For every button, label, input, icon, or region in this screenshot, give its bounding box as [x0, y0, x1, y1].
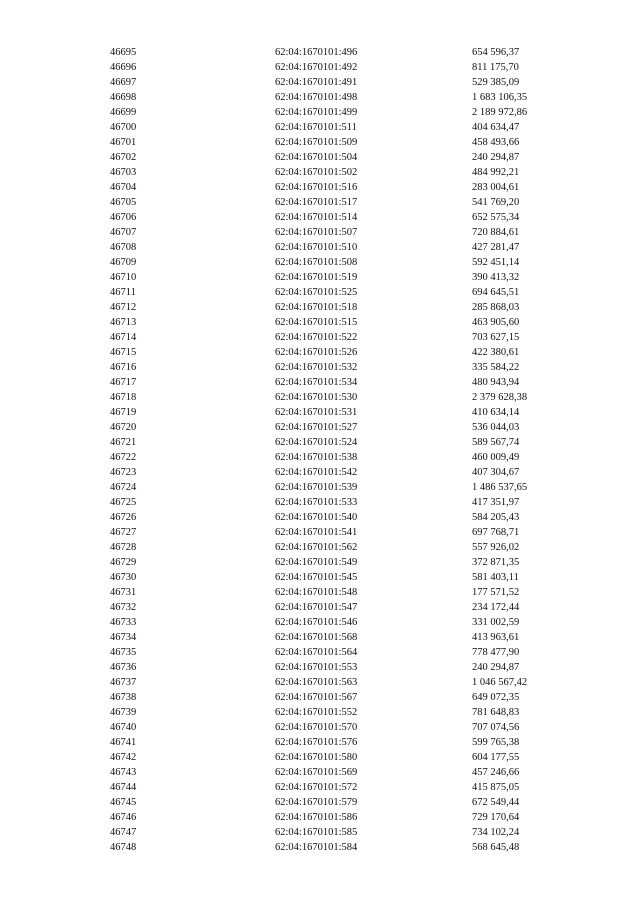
- table-row: [110, 720, 580, 735]
- cadastral-value: 811 175,70: [472, 62, 519, 73]
- cadastral-value: 729 170,64: [472, 812, 520, 823]
- row-number: 46711: [110, 287, 136, 298]
- table-row: [110, 135, 580, 150]
- cadastral-value: 410 634,14: [472, 407, 520, 418]
- cadastral-number: 62:04:1670101:498: [275, 92, 358, 103]
- table-row: [110, 750, 580, 765]
- table-row: [110, 420, 580, 435]
- table-row: [110, 225, 580, 240]
- cadastral-value: 720 884,61: [472, 227, 520, 238]
- row-number: 46695: [110, 47, 137, 58]
- cadastral-number: 62:04:1670101:570: [275, 722, 358, 733]
- row-number: 46723: [110, 467, 137, 478]
- table-row: [110, 105, 580, 120]
- cadastral-value: 604 177,55: [472, 752, 520, 763]
- cadastral-number: 62:04:1670101:541: [275, 527, 358, 538]
- table-row: [110, 375, 580, 390]
- table-row: [110, 555, 580, 570]
- row-number: 46700: [110, 122, 137, 133]
- table-row: [110, 150, 580, 165]
- row-number: 46712: [110, 302, 137, 313]
- row-number: 46710: [110, 272, 137, 283]
- cadastral-number: 62:04:1670101:533: [275, 497, 358, 508]
- row-number: 46697: [110, 77, 137, 88]
- cadastral-number: 62:04:1670101:564: [275, 647, 358, 658]
- table-row: [110, 765, 580, 780]
- cadastral-value: 589 567,74: [472, 437, 520, 448]
- row-number: 46724: [110, 482, 137, 493]
- cadastral-number: 62:04:1670101:538: [275, 452, 358, 463]
- cadastral-number: 62:04:1670101:519: [275, 272, 358, 283]
- row-number: 46699: [110, 107, 137, 118]
- cadastral-number: 62:04:1670101:584: [275, 842, 358, 853]
- cadastral-number: 62:04:1670101:516: [275, 182, 358, 193]
- cadastral-number: 62:04:1670101:548: [275, 587, 358, 598]
- table-row: [110, 435, 580, 450]
- cadastral-value: 529 385,09: [472, 77, 520, 88]
- cadastral-value: 703 627,15: [472, 332, 520, 343]
- row-number: 46709: [110, 257, 137, 268]
- cadastral-value: 480 943,94: [472, 377, 520, 388]
- table-row: [110, 615, 580, 630]
- table-row: [110, 600, 580, 615]
- row-number: 46747: [110, 827, 137, 838]
- cadastral-value: 285 868,03: [472, 302, 520, 313]
- row-number: 46725: [110, 497, 137, 508]
- cadastral-number: 62:04:1670101:492: [275, 62, 358, 73]
- row-number: 46738: [110, 692, 137, 703]
- row-number: 46727: [110, 527, 137, 538]
- row-number: 46728: [110, 542, 137, 553]
- table-row: [110, 480, 580, 495]
- cadastral-value: 654 596,37: [472, 47, 520, 58]
- row-number: 46745: [110, 797, 137, 808]
- cadastral-number: 62:04:1670101:539: [275, 482, 358, 493]
- table-row: [110, 285, 580, 300]
- cadastral-number: 62:04:1670101:531: [275, 407, 358, 418]
- cadastral-number: 62:04:1670101:567: [275, 692, 358, 703]
- row-number: 46719: [110, 407, 137, 418]
- row-number: 46708: [110, 242, 137, 253]
- cadastral-number: 62:04:1670101:518: [275, 302, 358, 313]
- cadastral-value: 234 172,44: [472, 602, 520, 613]
- row-number: 46744: [110, 782, 137, 793]
- row-number: 46721: [110, 437, 137, 448]
- row-number: 46748: [110, 842, 137, 853]
- cadastral-value: 1 046 567,42: [472, 677, 528, 688]
- cadastral-value: 672 549,44: [472, 797, 520, 808]
- cadastral-number: 62:04:1670101:499: [275, 107, 358, 118]
- row-number: 46734: [110, 632, 137, 643]
- cadastral-number: 62:04:1670101:508: [275, 257, 358, 268]
- table-row: [110, 60, 580, 75]
- table-row: [110, 345, 580, 360]
- cadastral-number: 62:04:1670101:509: [275, 137, 358, 148]
- cadastral-value: 694 645,51: [472, 287, 520, 298]
- cadastral-number: 62:04:1670101:496: [275, 47, 358, 58]
- table-row: [110, 120, 580, 135]
- row-number: 46717: [110, 377, 137, 388]
- cadastral-number: 62:04:1670101:547: [275, 602, 358, 613]
- cadastral-number: 62:04:1670101:586: [275, 812, 358, 823]
- cadastral-value: 413 963,61: [472, 632, 520, 643]
- cadastral-value: 331 002,59: [472, 617, 520, 628]
- cadastral-value: 404 634,47: [472, 122, 520, 133]
- cadastral-value: 697 768,71: [472, 527, 520, 538]
- table-row: [110, 675, 580, 690]
- row-number: 46735: [110, 647, 137, 658]
- cadastral-value: 652 575,34: [472, 212, 520, 223]
- table-row: [110, 405, 580, 420]
- table-row: [110, 195, 580, 210]
- row-number: 46714: [110, 332, 137, 343]
- row-number: 46716: [110, 362, 137, 373]
- cadastral-value: 463 905,60: [472, 317, 520, 328]
- table-row: [110, 585, 580, 600]
- cadastral-value: 372 871,35: [472, 557, 520, 568]
- cadastral-number: 62:04:1670101:545: [275, 572, 358, 583]
- row-number: 46736: [110, 662, 137, 673]
- row-number: 46703: [110, 167, 137, 178]
- table-row: [110, 690, 580, 705]
- cadastral-number: 62:04:1670101:511: [275, 122, 357, 133]
- cadastral-value: 335 584,22: [472, 362, 520, 373]
- cadastral-number: 62:04:1670101:576: [275, 737, 358, 748]
- row-number: 46698: [110, 92, 137, 103]
- row-number: 46720: [110, 422, 137, 433]
- row-number: 46715: [110, 347, 137, 358]
- cadastral-number: 62:04:1670101:510: [275, 242, 358, 253]
- cadastral-number: 62:04:1670101:502: [275, 167, 358, 178]
- table-row: [110, 810, 580, 825]
- cadastral-value: 599 765,38: [472, 737, 520, 748]
- row-number: 46705: [110, 197, 137, 208]
- cadastral-value: 177 571,52: [472, 587, 520, 598]
- cadastral-value: 581 403,11: [472, 572, 519, 583]
- table-row: [110, 45, 580, 60]
- cadastral-number: 62:04:1670101:517: [275, 197, 358, 208]
- cadastral-value: 536 044,03: [472, 422, 520, 433]
- table-row: [110, 315, 580, 330]
- row-number: 46741: [110, 737, 137, 748]
- cadastral-number: 62:04:1670101:562: [275, 542, 358, 553]
- cadastral-value: 458 493,66: [472, 137, 520, 148]
- table-row: [110, 390, 580, 405]
- row-number: 46733: [110, 617, 137, 628]
- row-number: 46726: [110, 512, 137, 523]
- cadastral-number: 62:04:1670101:585: [275, 827, 358, 838]
- row-number: 46707: [110, 227, 137, 238]
- cadastral-value: 407 304,67: [472, 467, 520, 478]
- table-row: [110, 495, 580, 510]
- cadastral-number: 62:04:1670101:507: [275, 227, 358, 238]
- row-number: 46701: [110, 137, 137, 148]
- cadastral-number: 62:04:1670101:491: [275, 77, 358, 88]
- cadastral-number: 62:04:1670101:525: [275, 287, 358, 298]
- data-table: [110, 45, 580, 855]
- cadastral-value: 778 477,90: [472, 647, 520, 658]
- cadastral-value: 781 648,83: [472, 707, 520, 718]
- cadastral-value: 2 189 972,86: [472, 107, 528, 118]
- row-number: 46713: [110, 317, 137, 328]
- table-row: [110, 780, 580, 795]
- table-row: [110, 840, 580, 855]
- cadastral-value: 649 072,35: [472, 692, 520, 703]
- row-number: 46732: [110, 602, 137, 613]
- table-row: [110, 450, 580, 465]
- cadastral-value: 460 009,49: [472, 452, 520, 463]
- cadastral-value: 592 451,14: [472, 257, 520, 268]
- table-row: [110, 795, 580, 810]
- table-row: [110, 270, 580, 285]
- cadastral-value: 1 486 537,65: [472, 482, 528, 493]
- cadastral-value: 707 074,56: [472, 722, 520, 733]
- table-row: [110, 705, 580, 720]
- cadastral-value: 240 294,87: [472, 662, 520, 673]
- table-row: [110, 660, 580, 675]
- cadastral-number: 62:04:1670101:569: [275, 767, 358, 778]
- cadastral-value: 422 380,61: [472, 347, 520, 358]
- table-row: [110, 360, 580, 375]
- row-number: 46722: [110, 452, 137, 463]
- row-number: 46729: [110, 557, 137, 568]
- cadastral-number: 62:04:1670101:580: [275, 752, 358, 763]
- table-row: [110, 210, 580, 225]
- cadastral-value: 390 413,32: [472, 272, 520, 283]
- row-number: 46702: [110, 152, 137, 163]
- row-number: 46731: [110, 587, 137, 598]
- cadastral-number: 62:04:1670101:553: [275, 662, 358, 673]
- row-number: 46730: [110, 572, 137, 583]
- cadastral-value: 283 004,61: [472, 182, 520, 193]
- table-row: [110, 90, 580, 105]
- table-row: [110, 540, 580, 555]
- cadastral-number: 62:04:1670101:549: [275, 557, 358, 568]
- cadastral-value: 417 351,97: [472, 497, 520, 508]
- cadastral-number: 62:04:1670101:526: [275, 347, 358, 358]
- table-row: [110, 525, 580, 540]
- table-row: [110, 735, 580, 750]
- row-number: 46742: [110, 752, 137, 763]
- cadastral-number: 62:04:1670101:532: [275, 362, 358, 373]
- row-number: 46739: [110, 707, 137, 718]
- cadastral-value: 734 102,24: [472, 827, 520, 838]
- table-row: [110, 180, 580, 195]
- cadastral-value: 541 769,20: [472, 197, 520, 208]
- table-row: [110, 465, 580, 480]
- row-number: 46746: [110, 812, 137, 823]
- row-number: 46737: [110, 677, 137, 688]
- cadastral-number: 62:04:1670101:504: [275, 152, 358, 163]
- cadastral-number: 62:04:1670101:534: [275, 377, 358, 388]
- table-row: [110, 330, 580, 345]
- cadastral-number: 62:04:1670101:542: [275, 467, 358, 478]
- cadastral-number: 62:04:1670101:522: [275, 332, 358, 343]
- table-row: [110, 825, 580, 840]
- cadastral-value: 2 379 628,38: [472, 392, 528, 403]
- cadastral-number: 62:04:1670101:524: [275, 437, 358, 448]
- cadastral-number: 62:04:1670101:515: [275, 317, 358, 328]
- table-row: [110, 570, 580, 585]
- cadastral-value: 1 683 106,35: [472, 92, 528, 103]
- row-number: 46696: [110, 62, 137, 73]
- row-number: 46740: [110, 722, 137, 733]
- cadastral-number: 62:04:1670101:514: [275, 212, 358, 223]
- row-number: 46743: [110, 767, 137, 778]
- table-row: [110, 630, 580, 645]
- table-row: [110, 165, 580, 180]
- cadastral-value: 427 281,47: [472, 242, 520, 253]
- row-number: 46704: [110, 182, 137, 193]
- cadastral-number: 62:04:1670101:579: [275, 797, 358, 808]
- cadastral-value: 584 205,43: [472, 512, 520, 523]
- row-number: 46706: [110, 212, 137, 223]
- table-row: [110, 255, 580, 270]
- cadastral-number: 62:04:1670101:552: [275, 707, 358, 718]
- table-row: [110, 510, 580, 525]
- table-row: [110, 300, 580, 315]
- cadastral-number: 62:04:1670101:530: [275, 392, 358, 403]
- cadastral-number: 62:04:1670101:572: [275, 782, 358, 793]
- table-row: [110, 645, 580, 660]
- cadastral-value: 240 294,87: [472, 152, 520, 163]
- cadastral-number: 62:04:1670101:568: [275, 632, 358, 643]
- table-row: [110, 240, 580, 255]
- cadastral-value: 415 875,05: [472, 782, 520, 793]
- cadastral-number: 62:04:1670101:527: [275, 422, 358, 433]
- cadastral-value: 457 246,66: [472, 767, 520, 778]
- cadastral-value: 568 645,48: [472, 842, 520, 853]
- cadastral-number: 62:04:1670101:546: [275, 617, 358, 628]
- row-number: 46718: [110, 392, 137, 403]
- cadastral-number: 62:04:1670101:540: [275, 512, 358, 523]
- cadastral-number: 62:04:1670101:563: [275, 677, 358, 688]
- cadastral-value: 557 926,02: [472, 542, 520, 553]
- table-row: [110, 75, 580, 90]
- cadastral-value: 484 992,21: [472, 167, 520, 178]
